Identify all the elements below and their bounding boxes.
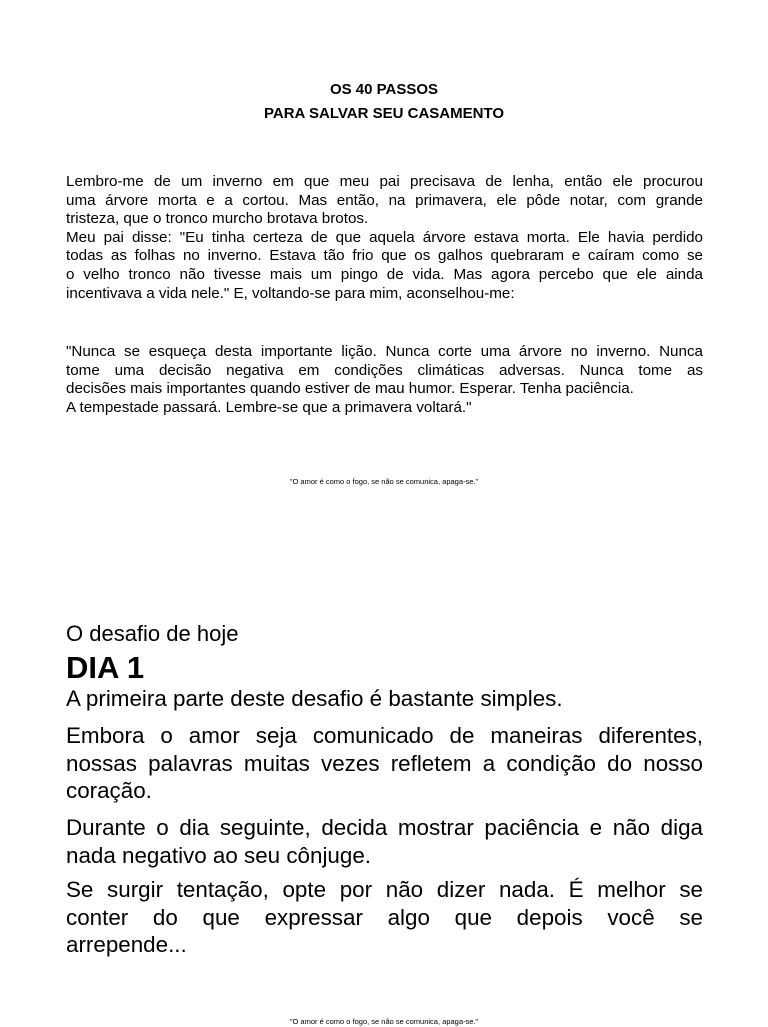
challenge-paragraph-3 <box>66 814 703 869</box>
intro-line: o velho tronco não tivesse mais um pingo de vida. Mas agora percebo que ele ainda <box>66 265 703 283</box>
document-title-line-1: OS 40 PASSOS <box>329 81 439 98</box>
challenge-line: Durante o dia seguinte, decida mostrar paciência e não diga <box>66 815 703 840</box>
intro-line: Lembro-me de um inverno em que meu pai precisava de lenha, então ele procurou <box>66 173 703 190</box>
challenge-line: Embora o amor seja comunicado de maneiras diferentes, <box>66 723 703 748</box>
document-title-line-2: PARA SALVAR SEU CASAMENTO <box>263 105 504 122</box>
quote-line: tome uma decisão negativa em condições climáticas adversas. Nunca tome as <box>66 361 703 379</box>
challenge-paragraph-2 <box>66 722 703 805</box>
challenge-paragraph-4 <box>66 876 703 959</box>
love-quote-footer: "O amor é como o fogo, se não se comunica, apaga-se." <box>289 477 479 486</box>
challenge-day-heading: DIA 1 <box>66 650 145 685</box>
intro-line: uma árvore morta e a cortou. Mas então, na primavera, ele pôde notar, com grande <box>66 191 703 209</box>
intro-line: tristeza, que o tronco murcho brotava brotos. <box>66 210 369 228</box>
intro-line: todas as folhas no inverno. Estava tão frio que os galhos quebraram e caíram como se <box>66 247 703 265</box>
intro-line: Meu pai disse: "Eu tinha certeza de que aquela árvore estava morta. Ele havia perdido <box>66 228 703 246</box>
challenge-line: nossas palavras muitas vezes refletem a condição do nosso <box>66 750 703 776</box>
quote-line: A tempestade passará. Lembre-se que a primavera voltará." <box>66 398 472 416</box>
challenge-line: nada negativo ao seu cônjuge. <box>66 842 372 868</box>
quote-line: "Nunca se esqueça desta importante lição. Nunca corte uma árvore no inverno. Nunca <box>66 343 703 360</box>
intro-line: incentivava a vida nele." E, voltando-se para mim, aconselhou-me: <box>66 284 515 302</box>
challenge-paragraph-1 <box>66 685 703 713</box>
love-quote-footer-cut: "O amor é como o fogo, se não se comunica, apaga-se." <box>289 1017 479 1026</box>
challenge-line: arrepende... <box>66 932 187 958</box>
intro-paragraph <box>66 173 703 303</box>
quote-line: decisões mais importantes quando estiver de mau humor. Esperar. Tenha paciência. <box>66 380 634 398</box>
father-quote-paragraph <box>66 343 703 417</box>
challenge-subtitle: O desafio de hoje <box>66 621 239 646</box>
challenge-line: Se surgir tentação, opte por não dizer nada. É melhor se <box>66 877 703 902</box>
challenge-line: coração. <box>66 778 152 804</box>
challenge-line: conter do que expressar algo que depois você se <box>66 904 703 930</box>
challenge-line: A primeira parte deste desafio é bastante simples. <box>66 686 563 711</box>
